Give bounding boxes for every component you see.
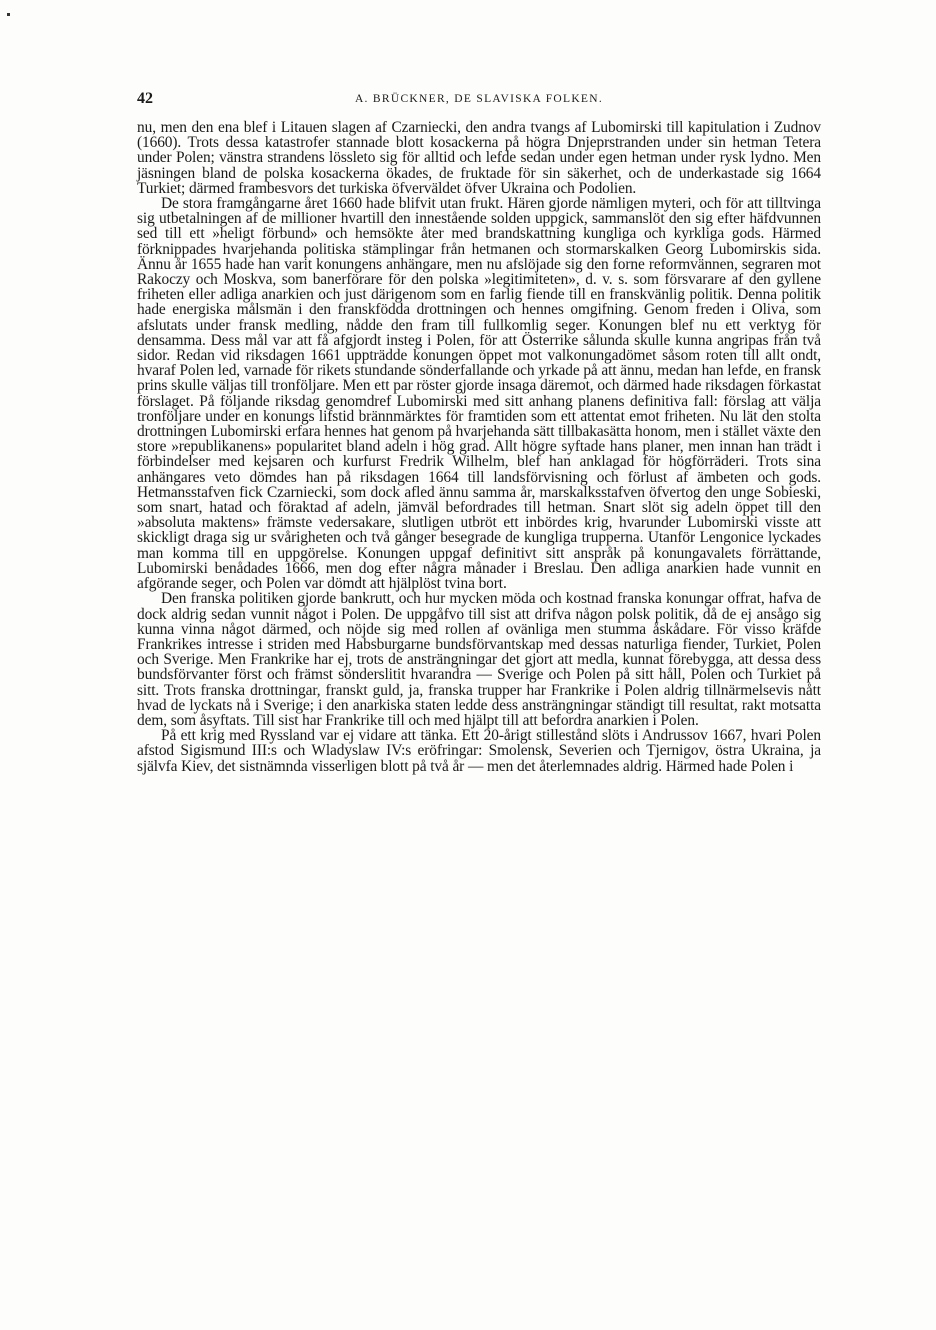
- running-head: A. BRÜCKNER, DE SLAVISKA FOLKEN.: [354, 93, 604, 105]
- body-text: [137, 120, 821, 774]
- paragraph: På ett krig med Ryssland var ej vidare att tänka. Ett 20-årigt stillestånd slöts i Andrussov 1667, hvari Polen afstod Sigismund III:s och Wladyslaw IV:s eröfringar: Smolensk, Severien och Tjernigov, östra Ukraina, ja självfa Kiev, det sistnämnda visserligen blott på två år — men det återlemnades aldrig. Härmed hade Polen i: [137, 727, 821, 775]
- page-number: 42: [137, 90, 153, 107]
- page-header: [137, 90, 821, 112]
- paragraph: De stora framgångarne året 1660 hade blifvit utan frukt. Hären gjorde nämligen myteri, och för att tilltvinga sig utbetalningen af de millioner hvartill den innestående solden uppgick, sammanslöt den sig efter häfdvunnen sed till ett »heligt förbund» och hemsökte åter med brandskattning kungliga och kyrkliga gods. Härmed förknippades hvarjehanda politiska stämplingar från hetmanen och stormarskalken Georg Lubomirskis sida. Ännu år 1655 hade han varit konungens anhängare, men nu afslöjade sig den forne reformvännen, segraren mot Rakoczy och Moskva, som banerförare för den polska »legitimiteten», d. v. s. som försvarare af den gyllene friheten eller adliga anarkien och just därigenom som en farlig fiende till en franskvänlig politik. Denna politik hade energiska målsmän i den franskfödda drottningen och hennes omgifning. Genom freden i Oliva, som afslutats under fransk medling, nådde den fram till fullkomlig seger. Konungen blef nu ett verktyg för densamma. Dess mål var att få afgjordt insteg i Polen, för att Österrike sålunda skulle kunna angripas från två sidor. Redan vid riksdagen 1661 uppträdde konungen öppet mot valkonungadömet såsom roten till allt ondt, hvaraf Polen led, varnade för rikets stundande sönderfallande och yrkade på att ännu, medan han lefde, en fransk prins skulle väljas till tronföljare. Men ett par röster gjorde insaga däremot, och därmed hade riksdagen förkastat förslaget. På följande riksdag genomdref Lubomirski med sitt anhang planens definitiva fall: förslag att välja tronföljare under en konungs lifstid brännmärktes för framtiden som ett attentat emot friheten. Nu lät den stolta drottningen Lubomirski erfara hennes hat genom på hvarjehanda sätt tillbakasätta honom, men i stället växte den store »republikanens» popularitet bland adeln i hög grad. Allt högre syftade hans planer, men innan han trädt i förbindelser med kejsaren och kurfurst Fredrik Wilhelm, blef han anklagad för högförräderi. Trots sina anhängares veto dömdes han på riksdagen 1664 till landsförvisning och förlust af ämbeten och gods. Hetmansstafven fick Czarniecki, som dock afled ännu samma år, marskalksstafven öfvertog den unge Sobieski, som snart, hatad och föraktad af adeln, jämväl befordrades till hetman. Snart slöt sig adeln öppet till den »absoluta maktens» främste vedersakare, slutligen utbröt ett inbördes krig, hvarunder Lubomirski visste att skickligt draga sig ur svårigheten och två gånger besegrade de kungliga trupperna. Utanför Lengonice lyckades man komma till en uppgörelse. Konungen uppgaf definitivt sitt anspråk på konungavalets förrättande, Lubomirski benådades 1666, men dog efter några månader i Breslau. Den adliga anarkien hade vunnit en afgörande seger, och Polen var dömdt att hjälplöst tvina bort.: [137, 195, 821, 593]
- corner-mark-top-left: [7, 13, 10, 16]
- paragraph: Den franska politiken gjorde bankrutt, och hur mycken möda och kostnad franska konungar offrat, hafva de dock aldrig sedan vunnit något i Polen. De uppgåfvo till sist att drifva någon polsk politik, då de ej ansågo sig kunna vinna något därmed, och nöjde sig med rollen af ovänliga men stumma åskådare. För visso kräfde Frankrikes intresse i striden med Habsburgarne bundsförvantskap med dessas naturliga fiender, Turkiet, Polen och Sverige. Men Frankrike har ej, trots de ansträngningar det gjort att medla, kunnat förebygga, att dessa dess bundsförvanter först och främst sönderslitit hvarandra — Sverige och Polen på sitt håll, Polen och Turkiet på sitt. Trots franska drottningar, franskt guld, ja, franska trupper har Frankrike i Polen aldrig tillnärmelsevis nått hvad de lyckats nå i Sverige; i den anarkiska staten ledde dess ansträngningar ständigt till resultat, rakt motsatta dem, som åsyftats. Till sist har Frankrike till och med hjälpt till att befordra anarkien i Polen.: [137, 590, 821, 729]
- paragraph: nu, men den ena blef i Litauen slagen af Czarniecki, den andra tvangs af Lubomirski till kapitulation i Zudnov (1660). Trots dessa katastrofer stannade blott kosackerna på högra Dnjeprstranden under sin hetman Tetera under Polen; vänstra strandens lössleto sig för alltid och lefde sedan under egen hetman under rysk lydno. Men jäsningen bland de polska kosackerna ökades, de fruktade för sin säkerhet, och de underkastade sig 1664 Turkiet; därmed frambesvors det turkiska öfverväldet öfver Ukraina och Podolien.: [137, 119, 821, 197]
